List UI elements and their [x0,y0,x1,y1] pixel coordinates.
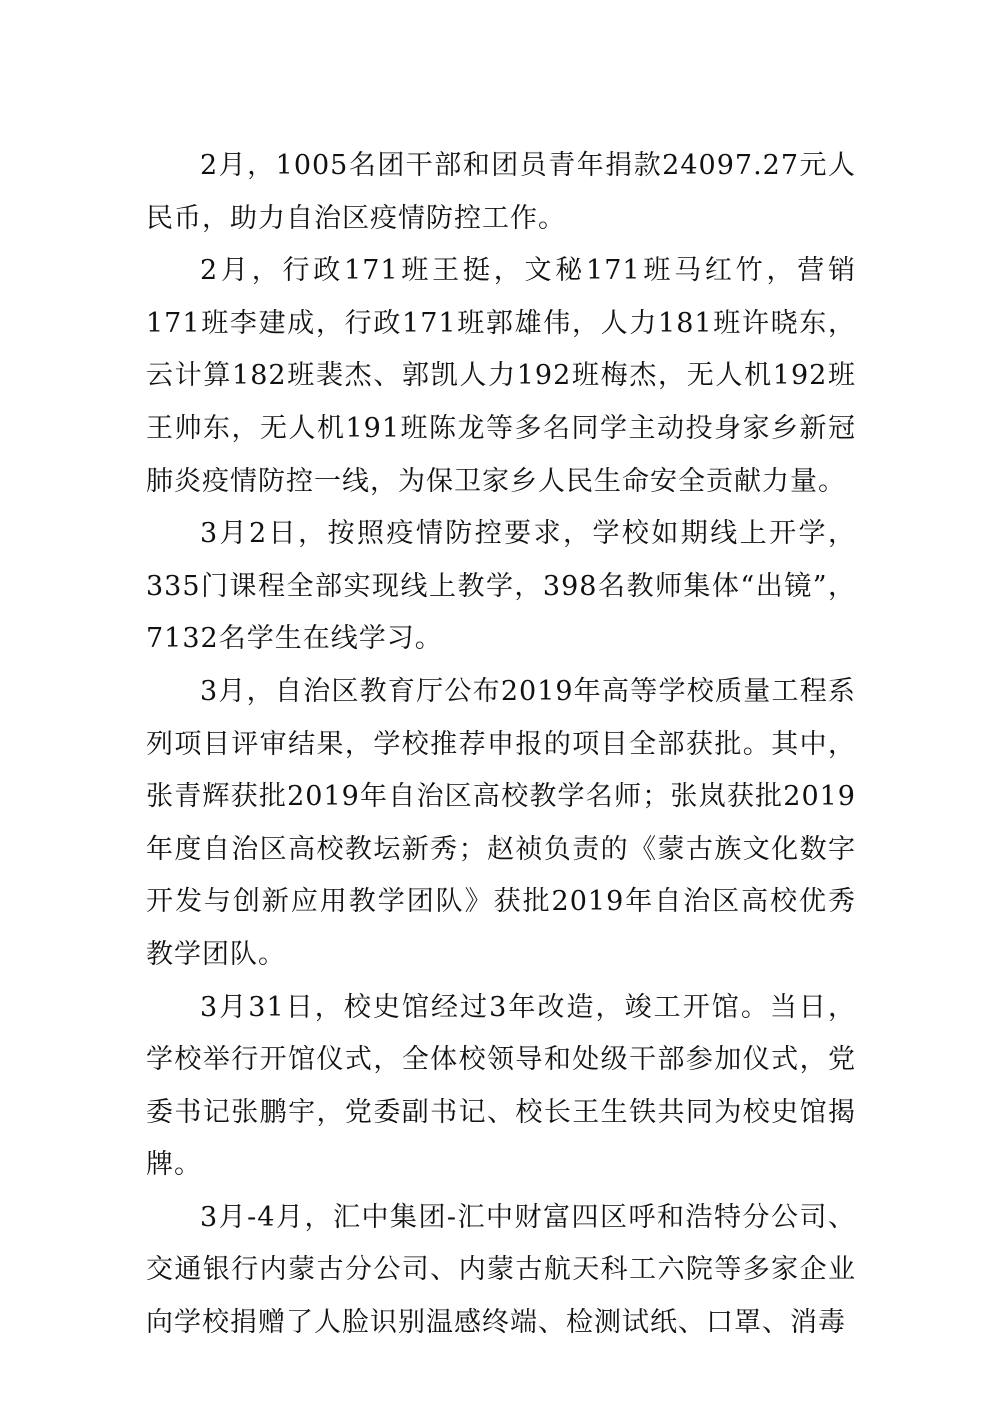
paragraph-enterprise-donations: 3月-4月，汇中集团-汇中财富四区呼和浩特分公司、交通银行内蒙古分公司、内蒙古航天科工六院等多家企业向学校捐赠了人脸识别温感终端、检测试纸、口罩、消毒 [146,1201,856,1339]
paragraph-quality-project: 3月，自治区教育厅公布2019年高等学校质量工程系列项目评审结果，学校推荐申报的项目全部获批。其中，张青辉获批2019年自治区高校教学名师；张岚获批2019年度自治区高校教坛新秀；赵祯负责的《蒙古族文化数字开发与创新应用教学团队》获批2019年自治区高校优秀教学团队。 [146,675,856,970]
document-body [146,140,856,1350]
paragraph-history-museum: 3月31日，校史馆经过3年改造，竣工开馆。当日，学校举行开馆仪式，全体校领导和处级干部参加仪式，党委书记张鹏宇，党委副书记、校长王生铁共同为校史馆揭牌。 [146,991,856,1181]
paragraph-students-frontline: 2月，行政171班王挺，文秘171班马红竹，营销171班李建成，行政171班郭雄伟，人力181班许晓东，云计算182班裴杰、郭凯人力192班梅杰，无人机192班王帅东，无人机191班陈龙等多名同学主动投身家乡新冠肺炎疫情防控一线，为保卫家乡人民生命安全贡献力量。 [146,255,856,497]
paragraph-donation-feb: 2月，1005名团干部和团员青年捐款24097.27元人民币，助力自治区疫情防控工作。 [146,150,856,234]
paragraph-online-semester: 3月2日，按照疫情防控要求，学校如期线上开学，335门课程全部实现线上教学，398名教师集体“出镜”，7132名学生在线学习。 [146,518,856,655]
